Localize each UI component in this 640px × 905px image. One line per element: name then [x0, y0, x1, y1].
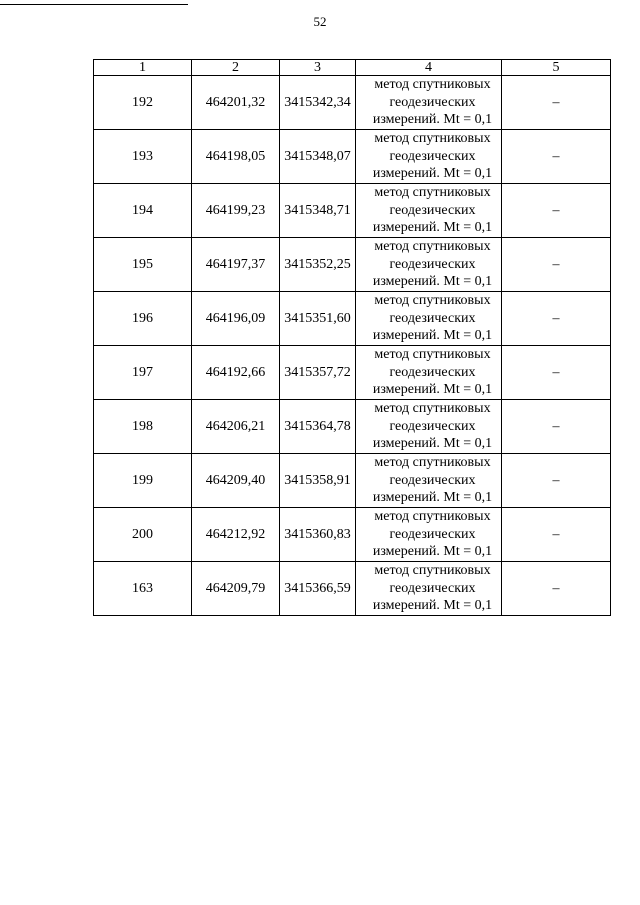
- method-line: геодезических: [389, 472, 476, 488]
- point-number-cell: 196: [94, 292, 192, 346]
- column-header: 4: [356, 60, 502, 76]
- x-coordinate-cell: 464199,23: [192, 184, 280, 238]
- method-line: измерений. Mt = 0,1: [372, 544, 493, 560]
- table-row: [94, 508, 611, 562]
- x-coordinate-cell: 464198,05: [192, 130, 280, 184]
- method-line: метод спутниковых: [374, 509, 491, 525]
- point-number-cell: 194: [94, 184, 192, 238]
- note-cell: –: [502, 346, 611, 400]
- method-line: измерений. Mt = 0,1: [372, 382, 493, 398]
- table-row: [94, 238, 611, 292]
- point-number-cell: 198: [94, 400, 192, 454]
- method-line: геодезических: [389, 364, 476, 380]
- method-line: измерений. Mt = 0,1: [372, 112, 493, 128]
- method-cell: [356, 454, 502, 508]
- y-coordinate-cell: 3415342,34: [280, 76, 356, 130]
- method-line: измерений. Mt = 0,1: [372, 598, 493, 614]
- method-line: метод спутниковых: [374, 77, 491, 93]
- method-line: метод спутниковых: [374, 455, 491, 471]
- note-cell: –: [502, 76, 611, 130]
- x-coordinate-cell: 464192,66: [192, 346, 280, 400]
- note-cell: –: [502, 508, 611, 562]
- y-coordinate-cell: 3415360,83: [280, 508, 356, 562]
- table-row: [94, 292, 611, 346]
- method-cell: [356, 292, 502, 346]
- point-number-cell: 163: [94, 562, 192, 616]
- y-coordinate-cell: 3415366,59: [280, 562, 356, 616]
- x-coordinate-cell: 464197,37: [192, 238, 280, 292]
- y-coordinate-cell: 3415364,78: [280, 400, 356, 454]
- method-line: измерений. Mt = 0,1: [372, 328, 493, 344]
- method-line: измерений. Mt = 0,1: [372, 490, 493, 506]
- column-header: 5: [502, 60, 611, 76]
- note-cell: –: [502, 454, 611, 508]
- note-cell: –: [502, 400, 611, 454]
- y-coordinate-cell: 3415351,60: [280, 292, 356, 346]
- page-number: 52: [313, 14, 327, 29]
- method-line: измерений. Mt = 0,1: [372, 274, 493, 290]
- point-number-cell: 197: [94, 346, 192, 400]
- method-line: метод спутниковых: [374, 131, 491, 147]
- note-cell: –: [502, 292, 611, 346]
- note-cell: –: [502, 562, 611, 616]
- method-cell: [356, 346, 502, 400]
- method-line: геодезических: [389, 256, 476, 272]
- method-line: измерений. Mt = 0,1: [372, 166, 493, 182]
- table-row: [94, 400, 611, 454]
- method-cell: [356, 76, 502, 130]
- method-cell: [356, 562, 502, 616]
- method-line: геодезических: [389, 310, 476, 326]
- y-coordinate-cell: 3415352,25: [280, 238, 356, 292]
- method-cell: [356, 130, 502, 184]
- method-line: метод спутниковых: [374, 239, 491, 255]
- note-cell: –: [502, 238, 611, 292]
- method-line: метод спутниковых: [374, 401, 491, 417]
- method-cell: [356, 238, 502, 292]
- method-line: геодезических: [389, 526, 476, 542]
- x-coordinate-cell: 464209,79: [192, 562, 280, 616]
- method-line: измерений. Mt = 0,1: [372, 220, 493, 236]
- method-line: метод спутниковых: [374, 347, 491, 363]
- point-number-cell: 192: [94, 76, 192, 130]
- x-coordinate-cell: 464212,92: [192, 508, 280, 562]
- header-rule: [0, 4, 188, 5]
- method-line: геодезических: [389, 580, 476, 596]
- note-cell: –: [502, 184, 611, 238]
- table-row: [94, 346, 611, 400]
- table-row: [94, 76, 611, 130]
- method-line: метод спутниковых: [374, 293, 491, 309]
- x-coordinate-cell: 464209,40: [192, 454, 280, 508]
- point-number-cell: 195: [94, 238, 192, 292]
- x-coordinate-cell: 464201,32: [192, 76, 280, 130]
- y-coordinate-cell: 3415348,07: [280, 130, 356, 184]
- x-coordinate-cell: 464196,09: [192, 292, 280, 346]
- table-row: [94, 454, 611, 508]
- table-row: [94, 184, 611, 238]
- method-cell: [356, 184, 502, 238]
- table-header-row: [94, 60, 611, 76]
- table-row: [94, 562, 611, 616]
- column-header: 2: [192, 60, 280, 76]
- y-coordinate-cell: 3415357,72: [280, 346, 356, 400]
- point-number-cell: 200: [94, 508, 192, 562]
- table-row: [94, 130, 611, 184]
- method-line: метод спутниковых: [374, 185, 491, 201]
- method-line: измерений. Mt = 0,1: [372, 436, 493, 452]
- coordinates-table: [93, 59, 611, 616]
- method-cell: [356, 508, 502, 562]
- method-line: геодезических: [389, 148, 476, 164]
- y-coordinate-cell: 3415358,91: [280, 454, 356, 508]
- y-coordinate-cell: 3415348,71: [280, 184, 356, 238]
- note-cell: –: [502, 130, 611, 184]
- point-number-cell: 199: [94, 454, 192, 508]
- column-header: 3: [280, 60, 356, 76]
- method-line: геодезических: [389, 94, 476, 110]
- method-cell: [356, 400, 502, 454]
- column-header: 1: [94, 60, 192, 76]
- method-line: метод спутниковых: [374, 563, 491, 579]
- x-coordinate-cell: 464206,21: [192, 400, 280, 454]
- point-number-cell: 193: [94, 130, 192, 184]
- method-line: геодезических: [389, 202, 476, 218]
- method-line: геодезических: [389, 418, 476, 434]
